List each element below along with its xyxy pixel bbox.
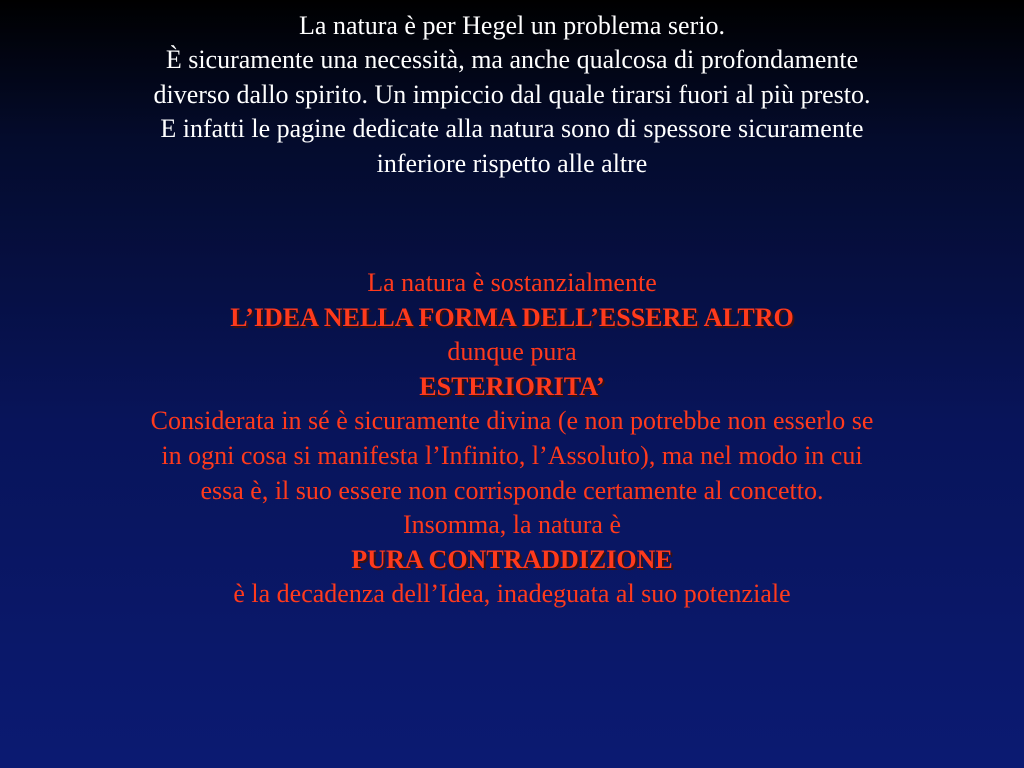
thesis-body-line: in ogni cosa si manifesta l’Infinito, l’Assoluto), ma nel modo in cui bbox=[161, 440, 863, 470]
intro-line: La natura è per Hegel un problema serio. bbox=[299, 11, 725, 40]
intro-paragraph bbox=[20, 9, 1004, 181]
intro-line: diverso dallo spirito. Un impiccio dal quale tirarsi fuori al più presto. bbox=[153, 79, 871, 109]
thesis-line: dunque pura bbox=[447, 337, 577, 367]
thesis-emphasis-esteriorita: ESTERIORITA’ bbox=[419, 371, 605, 401]
thesis-block bbox=[20, 266, 1004, 612]
intro-line: E infatti le pagine dedicate alla natura sono di spessore sicuramente bbox=[160, 114, 864, 144]
intro-line: inferiore rispetto alle altre bbox=[376, 148, 648, 178]
thesis-body-line: essa è, il suo essere non corrisponde certamente al concetto. bbox=[200, 475, 824, 505]
intro-line: È sicuramente una necessità, ma anche qualcosa di profondamente bbox=[165, 45, 859, 75]
thesis-emphasis-contraddizione: PURA CONTRADDIZIONE bbox=[351, 544, 673, 574]
thesis-line: La natura è sostanzialmente bbox=[367, 268, 657, 297]
thesis-line: Insomma, la natura è bbox=[402, 510, 622, 540]
thesis-body-line: Considerata in sé è sicuramente divina (e non potrebbe non esserlo se bbox=[150, 406, 874, 436]
thesis-closing: è la decadenza dell’Idea, inadeguata al suo potenziale bbox=[233, 579, 791, 609]
thesis-emphasis-idea: L’IDEA NELLA FORMA DELL’ESSERE ALTRO bbox=[230, 302, 794, 332]
